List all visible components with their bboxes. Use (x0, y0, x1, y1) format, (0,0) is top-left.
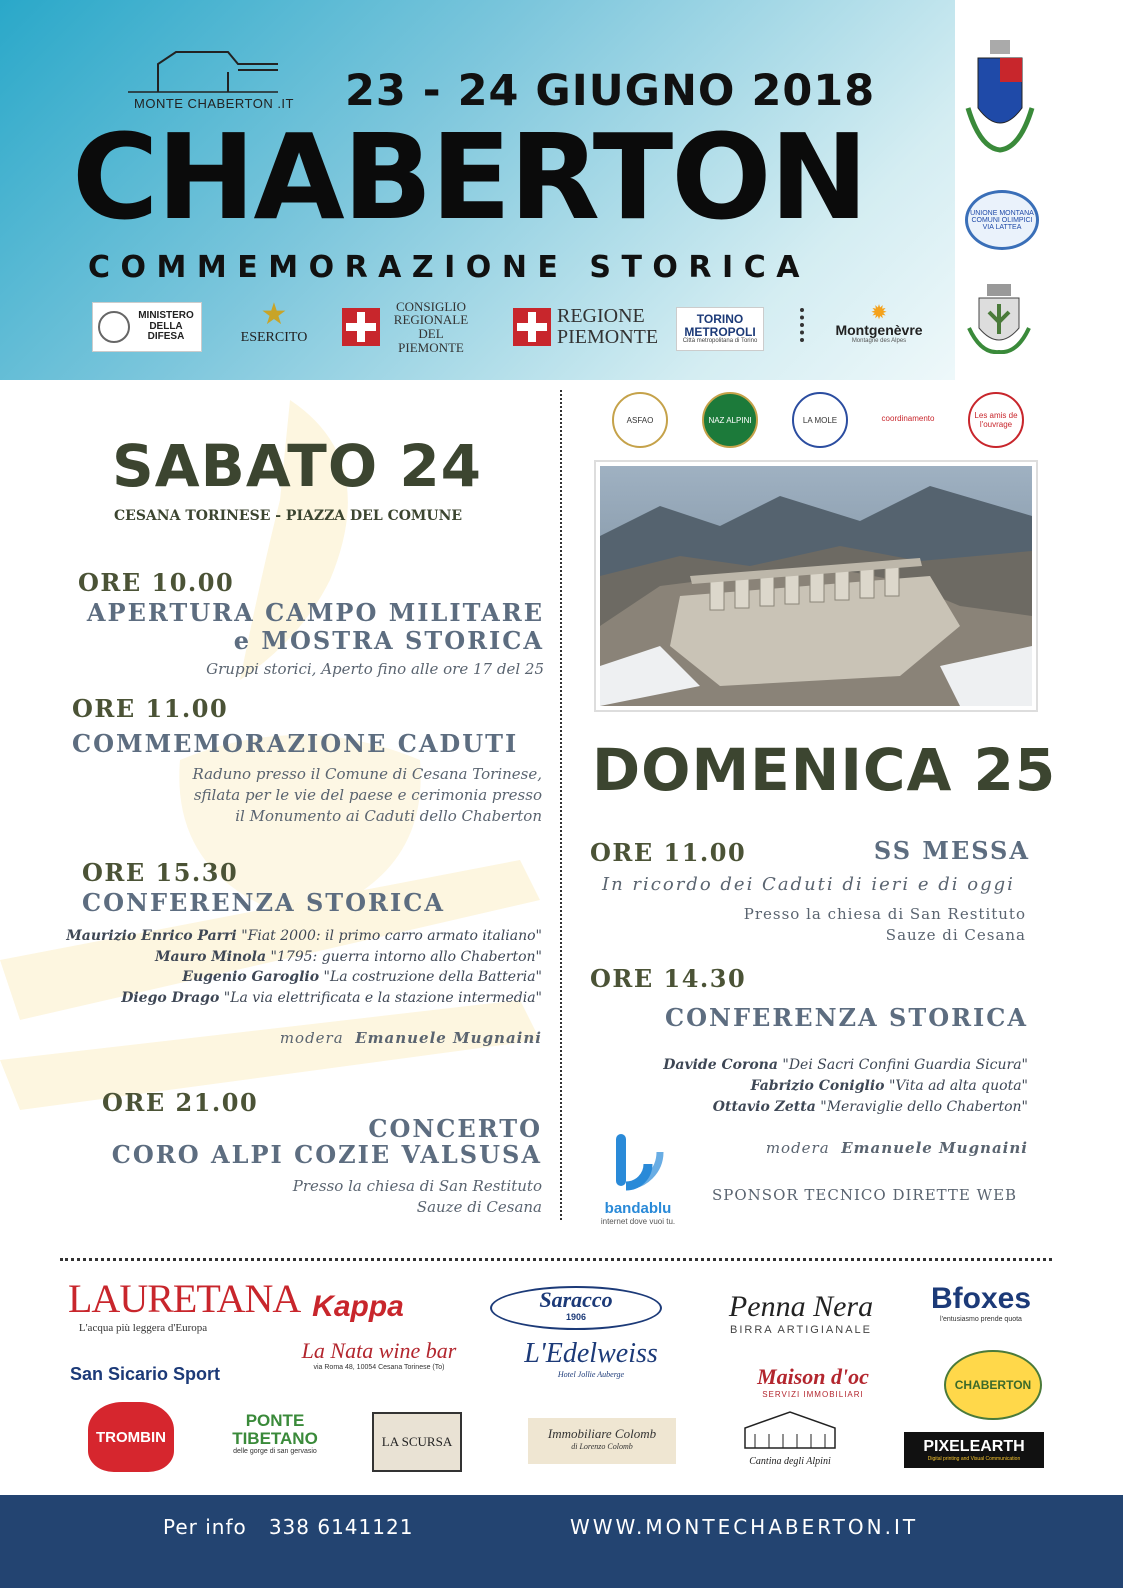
footer-bar (0, 1495, 1123, 1588)
sponsor-chaberton-badge: CHABERTON (944, 1350, 1042, 1420)
sun-event1-time: ORE 11.00 (590, 838, 747, 867)
side-crests (955, 0, 1123, 380)
sponsor-kappa: Kappa (312, 1290, 404, 1323)
section-divider (60, 1258, 1052, 1261)
sat-event1-time: ORE 10.00 (78, 568, 235, 597)
speaker-line: Maurizio Enrico Parri "Fiat 2000: il primo carro armato italiano" (66, 928, 542, 944)
sat-event2-desc2: sfilata per le vie del paese e cerimonia presso (193, 786, 542, 804)
sun-moderator: modera Emanuele Mugnaini (765, 1139, 1028, 1157)
unione-montana-badge: UNIONE MONTANA COMUNI OLIMPICI VIA LATTEA (965, 190, 1039, 250)
speaker-line: Fabrizio Coniglio "Vita ad alta quota" (750, 1078, 1028, 1094)
saturday-place: CESANA TORINESE - PIAZZA DEL COMUNE (114, 508, 463, 524)
speaker-line: Mauro Minola "1795: guerra intorno allo Chaberton" (154, 948, 542, 965)
sponsor-trombin: TROMBIN (88, 1402, 174, 1472)
sponsor-san-sicario: San Sicario Sport (70, 1364, 221, 1384)
sponsor-edelweiss: L'Edelweiss Hotel Jollie Auberge (524, 1338, 658, 1379)
sponsor-la-nata: La Nata wine bar via Roma 48, 10054 Cesana Torinese (To) (301, 1338, 457, 1371)
partner-torino: TORINO METROPOLI Città metropolitana di Torino (676, 307, 764, 351)
sat-event4-desc2: Sauze di Cesana (416, 1198, 542, 1216)
sat-moderator: modera Emanuele Mugnaini (279, 1029, 542, 1047)
speaker-line: Ottavio Zetta "Meraviglie dello Chaberton" (712, 1099, 1028, 1115)
partner-ministero: MINISTERO DELLA DIFESA (92, 302, 202, 352)
chalet-icon (735, 1408, 845, 1452)
speaker-line: Davide Corona "Dei Sacri Confini Guardia Sicura" (663, 1057, 1028, 1073)
fort-photo (596, 462, 1036, 710)
page-title: CHABERTON (72, 108, 867, 246)
sponsor-label: SPONSOR TECNICO DIRETTE WEB (712, 1186, 1018, 1204)
partner-montgenevre: ✹ Montgenèvre Montagne des Alpes (835, 300, 923, 344)
sat-event4-title1: CONCERTO (368, 1114, 542, 1143)
bandablu-logo: bandablu internet dove vuoi tu. (598, 1132, 678, 1232)
header-banner (0, 0, 955, 380)
page-subtitle: COMMEMORAZIONE STORICA (88, 250, 810, 285)
cesana-crest-icon (960, 38, 1040, 156)
sponsor-la-scursa: LA SCURSA (372, 1412, 462, 1472)
site-logo-text: MONTE CHABERTON .IT (134, 96, 294, 111)
association-logo: NAZ ALPINI (702, 392, 758, 448)
sponsor-maison: Maison d'oc SERVIZI IMMOBILIARI (757, 1364, 869, 1399)
association-logo: ASFAO (612, 392, 668, 448)
sponsor-lauretana: LAURETANA L'acqua più leggera d'Europa (68, 1276, 301, 1334)
partner-esercito: ★ ESERCITO (232, 300, 316, 352)
sat-event1-desc: Gruppi storici, Aperto fino alle ore 17 del 25 (206, 660, 544, 678)
sponsor-pixelearth: PIXELEARTH Digital printing and Visual Communication (904, 1432, 1044, 1468)
saturday-title: SABATO 24 (112, 432, 483, 500)
sun-speakers (560, 1055, 1028, 1118)
association-logo: LA MOLE (792, 392, 848, 448)
partner-divider (800, 308, 808, 342)
sat-event2-desc3: il Monumento ai Caduti dello Chaberton (235, 807, 542, 825)
sat-event4-desc1: Presso la chiesa di San Restituto (292, 1177, 542, 1195)
sat-event2-desc1: Raduno presso il Comune di Cesana Torinese, (192, 765, 542, 783)
sauze-crest-icon (963, 282, 1035, 354)
sun-event1-sub: In ricordo dei Caduti di ieri e di oggi (602, 874, 1015, 895)
sponsor-penna-nera: Penna Nera BIRRA ARTIGIANALE (728, 1290, 874, 1336)
wifi-b-icon (606, 1132, 670, 1196)
sponsor-saracco: Saracco 1906 (490, 1286, 662, 1330)
sat-event2-title: COMMEMORAZIONE CADUTI (72, 729, 519, 758)
partner-regione: REGIONE PIEMONTE (512, 305, 642, 349)
sun-event1-title: SS MESSA (873, 836, 1030, 865)
partner-consiglio: CONSIGLIO REGIONALE DEL PIEMONTE (342, 305, 476, 349)
footer-info: Per info 338 6141121 (163, 1515, 414, 1539)
italy-emblem-icon (98, 311, 130, 343)
sponsor-bfoxes: Bfoxes l'entusiasmo prende quota (930, 1282, 1032, 1323)
speaker-line: Diego Drago "La via elettrificata e la stazione intermedia" (121, 989, 542, 1006)
sponsor-colomb: Immobiliare Colomb di Lorenzo Colomb (528, 1418, 676, 1464)
sun-event2-title: CONFERENZA STORICA (665, 1003, 1028, 1032)
sat-event2-time: ORE 11.00 (72, 694, 229, 723)
website-link[interactable]: WWW.MONTECHABERTON.IT (570, 1515, 919, 1539)
sat-speakers (20, 926, 542, 1008)
association-logo: Les amis de l'ouvrage (968, 392, 1024, 448)
phone-number[interactable]: 338 6141121 (268, 1515, 414, 1539)
sun-event2-time: ORE 14.30 (590, 964, 747, 993)
piemonte-flag-icon (342, 308, 380, 346)
sat-event3-title: CONFERENZA STORICA (82, 888, 445, 917)
sat-event1-title2: e MOSTRA STORICA (233, 626, 544, 655)
association-logo: coordinamento (882, 392, 934, 444)
speaker-line: Eugenio Garoglio "La costruzione della Batteria" (182, 969, 542, 985)
sun-event1-desc2: Sauze di Cesana (885, 926, 1026, 944)
sun-event1-desc1: Presso la chiesa di San Restituto (743, 905, 1026, 923)
piemonte-flag-icon (513, 308, 551, 346)
sponsor-cantina: Cantina degli Alpini (730, 1408, 850, 1476)
sun-icon: ✹ (870, 300, 888, 324)
fort-photo-image (600, 466, 1032, 706)
star-icon: ★ (260, 297, 288, 332)
sat-event1-title1: APERTURA CAMPO MILITARE (86, 598, 544, 627)
sat-event4-title2: CORO ALPI COZIE VALSUSA (111, 1140, 542, 1169)
sat-event3-time: ORE 15.30 (82, 858, 239, 887)
event-date: 23 - 24 GIUGNO 2018 (345, 66, 876, 116)
association-logos (612, 392, 1024, 448)
sponsor-ponte-tibetano: PONTE TIBETANO delle gorge di san gervasio (232, 1411, 318, 1455)
sat-event4-time: ORE 21.00 (102, 1088, 259, 1117)
sunday-title: DOMENICA 25 (592, 736, 1057, 804)
